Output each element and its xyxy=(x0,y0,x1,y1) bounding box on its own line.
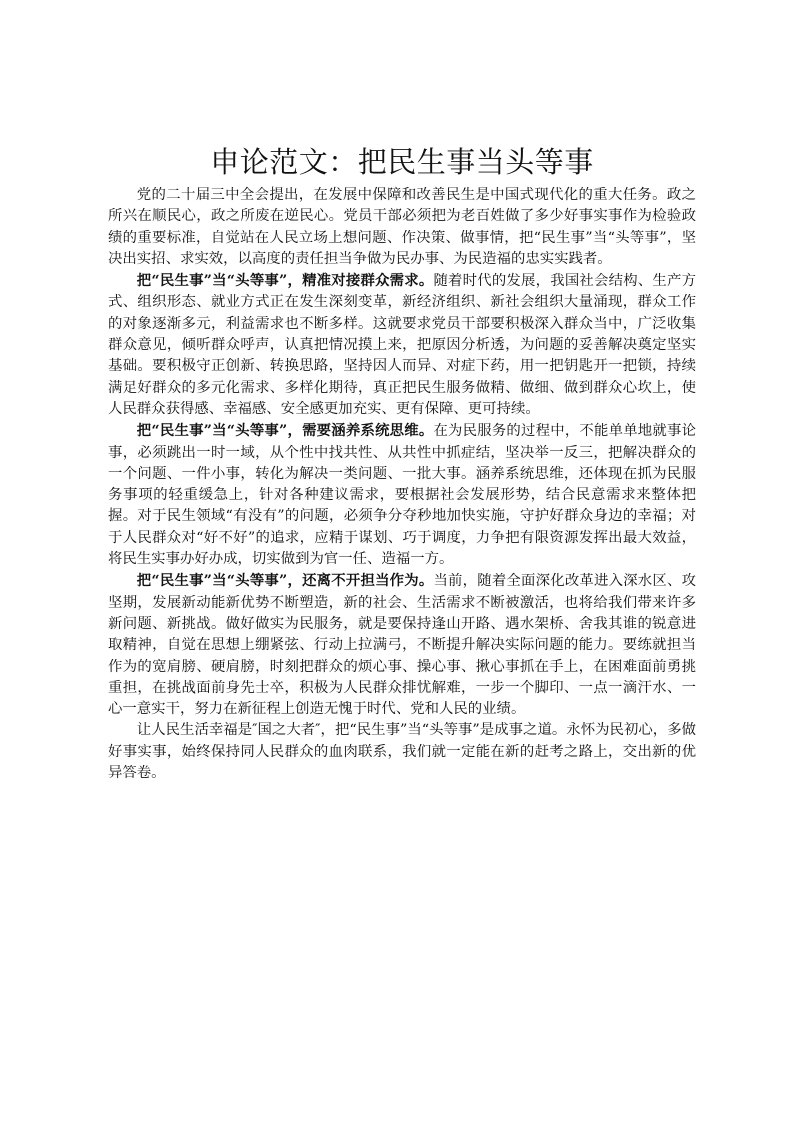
paragraph-text: 党的二十届三中全会提出，在发展中保障和改善民生是中国式现代化的重大任务。政之所兴在顺民心，政之所废在逆民心。党员干部必须把为老百姓做了多少好事实事作为检验政绩的重要标准，自觉站在人民立场上想问题、作决策、做事情，把“民生事”当“头等事”，坚决出实招、求实效，以高度的责任担当争做为民办事、为民造福的忠实实践者。 xyxy=(108,187,696,267)
paragraph-intro xyxy=(108,185,696,270)
paragraph-section-3 xyxy=(108,570,696,720)
paragraph-section-2 xyxy=(108,420,696,570)
paragraph-lead: 把“民生事”当“头等事”，还离不开担当作为。 xyxy=(136,572,434,590)
paragraph-conclusion xyxy=(108,720,696,784)
paragraph-text: 当前，随着全面深化改革进入深水区、攻坚期，发展新动能新优势不断塑造，新的社会、生活需求不断被激活，也将给我们带来许多新问题、新挑战。做好做实为民服务，就是要保持逢山开路、遇水架桥、舍我其谁的锐意进取精神，自觉在思想上绷紧弦、行动上拉满弓，不断提升解决实际问题的能力。要练就担当作为的宽肩膀、硬肩膀，时刻把群众的烦心事、操心事、揪心事抓在手上，在困难面前勇挑重担，在挑战面前身先士卒，积极为人民群众排忧解难，一步一个脚印、一点一滴汗水、一心一意实干，努力在新征程上创造无愧于时代、党和人民的业绩。 xyxy=(108,573,696,718)
paragraph-lead: 把“民生事”当“头等事”，精准对接群众需求。 xyxy=(136,272,434,290)
document-title: 申论范文：把民生事当头等事 xyxy=(210,145,594,179)
paragraph-text: 在为民服务的过程中，不能单单地就事论事，必须跳出一时一域，从个性中找共性、从共性中抓症结，坚决举一反三，把解决群众的一个问题、一件小事，转化为解决一类问题、一批大事。涵养系统思维，还体现在抓为民服务事项的轻重缓急上，针对各种建议需求，要根据社会发展形势，结合民意需求来整体把握。对于民生领域“有没有”的问题，必须争分夺秒地加快实施，守护好群众身边的幸福；对于人民群众对“好不好”的追求，应精于谋划、巧于调度，力争把有限资源发挥出最大效益，将民生实事办好办成，切实做到为官一任、造福一方。 xyxy=(108,423,696,568)
paragraph-lead: 把“民生事”当“头等事”，需要涵养系统思维。 xyxy=(136,422,434,440)
paragraph-text: 随着时代的发展，我国社会结构、生产方式、组织形态、就业方式正在发生深刻变革，新经济组织、新社会组织大量涌现，群众工作的对象逐渐多元，利益需求也不断多样。这就要求党员干部要积极深入群众当中，广泛收集群众意见，倾听群众呼声，认真把情况摸上来，把原因分析透，为问题的妥善解决奠定坚实基础。要积极守正创新、转换思路，坚持因人而异、对症下药，用一把钥匙开一把锁，持续满足好群众的多元化需求、多样化期待，真正把民生服务做精、做细、做到群众心坎上，使人民群众获得感、幸福感、安全感更加充实、更有保障、更可持续。 xyxy=(108,273,696,417)
paragraph-text: 让人民生活幸福是″国之大者″，把“民生事”当“头等事”是成事之道。永怀为民初心，多做好事实事，始终保持同人民群众的血肉联系，我们就一定能在新的赶考之路上，交出新的优异答卷。 xyxy=(108,722,696,782)
document-page xyxy=(108,143,696,784)
paragraph-section-1 xyxy=(108,270,696,420)
